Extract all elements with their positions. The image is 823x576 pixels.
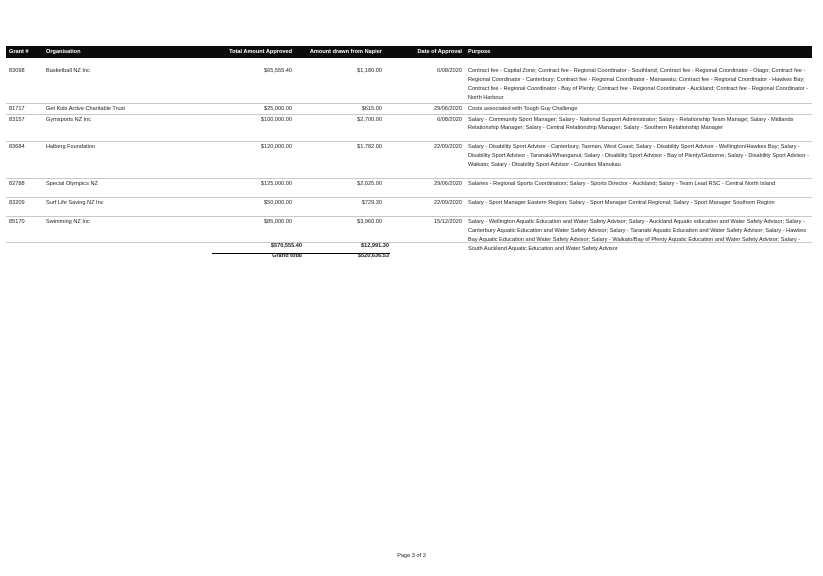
table-row bbox=[6, 179, 812, 189]
amount-drawn: $3,960.00 bbox=[295, 216, 385, 253]
organisation: Get Kids Active Charitable Trust bbox=[43, 103, 198, 114]
organisation: Swimming NZ Inc bbox=[43, 216, 198, 253]
col-purpose: Purpose bbox=[465, 46, 812, 58]
total-approved: $100,000.00 bbox=[198, 114, 295, 133]
organisation: Basketball NZ Inc bbox=[46, 68, 90, 74]
organisation: Gymsports NZ Inc bbox=[43, 114, 198, 133]
grand-total-label: Grand total bbox=[272, 253, 302, 259]
purpose: Contract fee - Capital Zone; Contract fee - Regional Coordinator - Southland; Contract fee - Regional Coordinator - Otago; Contract fee - Regional Coordinator - Canterbury; Contract fee - Regional Coordinator - Manawatu; Contract fee - Regional Coordinator - Hawkes Bay; Contract fee - Regional Coordinator - Bay of Plenty; Contract fee - Regional Coordinator - Auckland; Contract fee - Regional Coordinator - North Harbour bbox=[468, 68, 809, 101]
grant-number: 83209 bbox=[6, 197, 43, 207]
table-row bbox=[6, 216, 812, 253]
grants-table bbox=[6, 46, 812, 254]
page-number: Page 3 of 3 bbox=[397, 553, 426, 559]
total-approved: $125,000.00 bbox=[198, 179, 295, 189]
total-approved: $120,000.00 bbox=[198, 142, 295, 170]
col-date-approval: Date of Approval bbox=[385, 46, 465, 58]
col-grant: Grant # bbox=[6, 46, 43, 58]
organisation: Special Olympics NZ bbox=[43, 179, 198, 189]
table-row bbox=[6, 114, 812, 133]
total-approved: $85,000.00 bbox=[198, 216, 295, 253]
col-organisation: Organisation bbox=[43, 46, 198, 58]
grant-number: 83684 bbox=[6, 142, 43, 170]
amount-drawn: $2,025.00 bbox=[295, 179, 385, 189]
col-amount-drawn: Amount drawn from Napier bbox=[295, 46, 385, 58]
amount-drawn: $2,700.00 bbox=[295, 114, 385, 133]
total-approved: $50,000.00 bbox=[198, 197, 295, 207]
subtotal-drawn: $12,991.30 bbox=[361, 243, 389, 249]
amount-drawn: $615.00 bbox=[295, 103, 385, 114]
approval-date: 29/06/2020 bbox=[385, 103, 465, 114]
purpose: Salary - Disability Sport Advisor - Canterbury, Tasman, West Coast; Salary - Disability Sport Advisor - Wellington/Hawkes Bay; Salary - Disability Sport Advisor - Taranaki/Whanganui; Salary - Disability Sport Advisor - Bay of Plenty/Gisborne; Salary - Disability Sport Advisor - Waikato; Salary - Disability Sport Advisor - Counties Manukau bbox=[465, 142, 812, 170]
amount-drawn: $1,180.00 bbox=[357, 68, 382, 74]
approval-date: 15/12/2020 bbox=[385, 216, 465, 253]
purpose: Salary - Wellington Aquatic Education and Water Safety Advisor; Salary - Auckland Aquatic education and Water Safety Advisor; Salary - Canterbury Aquatic Education and Water Safety Advisor; Salary - Taranaki Aquatic Education and Water Safety Advisor; Salary - Hawkes Bay Aquatic Education and Water Safety Advisor; Salary - Waikato/Bay of Plenty Aquatic Education and Water Safety Advisor; Salary - South Auckland Aquatic Education and Water Safety Advisor bbox=[465, 216, 812, 253]
grants-table-container bbox=[6, 46, 812, 254]
approval-date: 6/08/2020 bbox=[437, 68, 462, 74]
approval-date: 22/09/2020 bbox=[385, 197, 465, 207]
amount-drawn: $729.30 bbox=[295, 197, 385, 207]
approval-date: 6/08/2020 bbox=[385, 114, 465, 133]
total-approved: $65,555.40 bbox=[264, 68, 292, 74]
approval-date: 22/09/2020 bbox=[385, 142, 465, 170]
purpose: Salary - Community Sport Manager; Salary - National Support Administrator; Salary - Relationship Team Manage; Salary - Midlands Relationship Manager; Salary - Central Relationship Manager; Salary - Southern Relationship Manager bbox=[465, 114, 812, 133]
purpose: Salaries - Regional Sports Coordinators; Salary - Sports Director - Auckland; Salary - Team Lead RSC - Central North Island bbox=[465, 179, 812, 189]
approval-date: 29/06/2020 bbox=[385, 179, 465, 189]
organisation: Surf Life Saving NZ Inc bbox=[43, 197, 198, 207]
grand-total-value: $520,636.53 bbox=[357, 253, 389, 259]
grant-number: 83098 bbox=[9, 68, 25, 74]
purpose: Costs associated with Tough Guy Challenge bbox=[465, 103, 812, 114]
total-approved: $25,000.00 bbox=[198, 103, 295, 114]
table-row bbox=[6, 103, 812, 114]
table-row bbox=[6, 66, 812, 103]
table-header-row bbox=[6, 46, 812, 58]
grant-number: 81717 bbox=[6, 103, 43, 114]
amount-drawn: $1,782.00 bbox=[295, 142, 385, 170]
subtotal-approved: $570,555.40 bbox=[270, 243, 302, 249]
purpose: Salary - Sport Manager Eastern Region; Salary - Sport Manager Central Regional; Salary - Sport Manager Southern Region bbox=[465, 197, 812, 207]
grant-number: 83157 bbox=[6, 114, 43, 133]
divider bbox=[6, 242, 812, 243]
col-total-approved: Total Amount Approved bbox=[198, 46, 295, 58]
table-row bbox=[6, 142, 812, 170]
table-row bbox=[6, 197, 812, 207]
grant-number: 82788 bbox=[6, 179, 43, 189]
grant-number: 85170 bbox=[6, 216, 43, 253]
organisation: Halberg Foundation bbox=[43, 142, 198, 170]
